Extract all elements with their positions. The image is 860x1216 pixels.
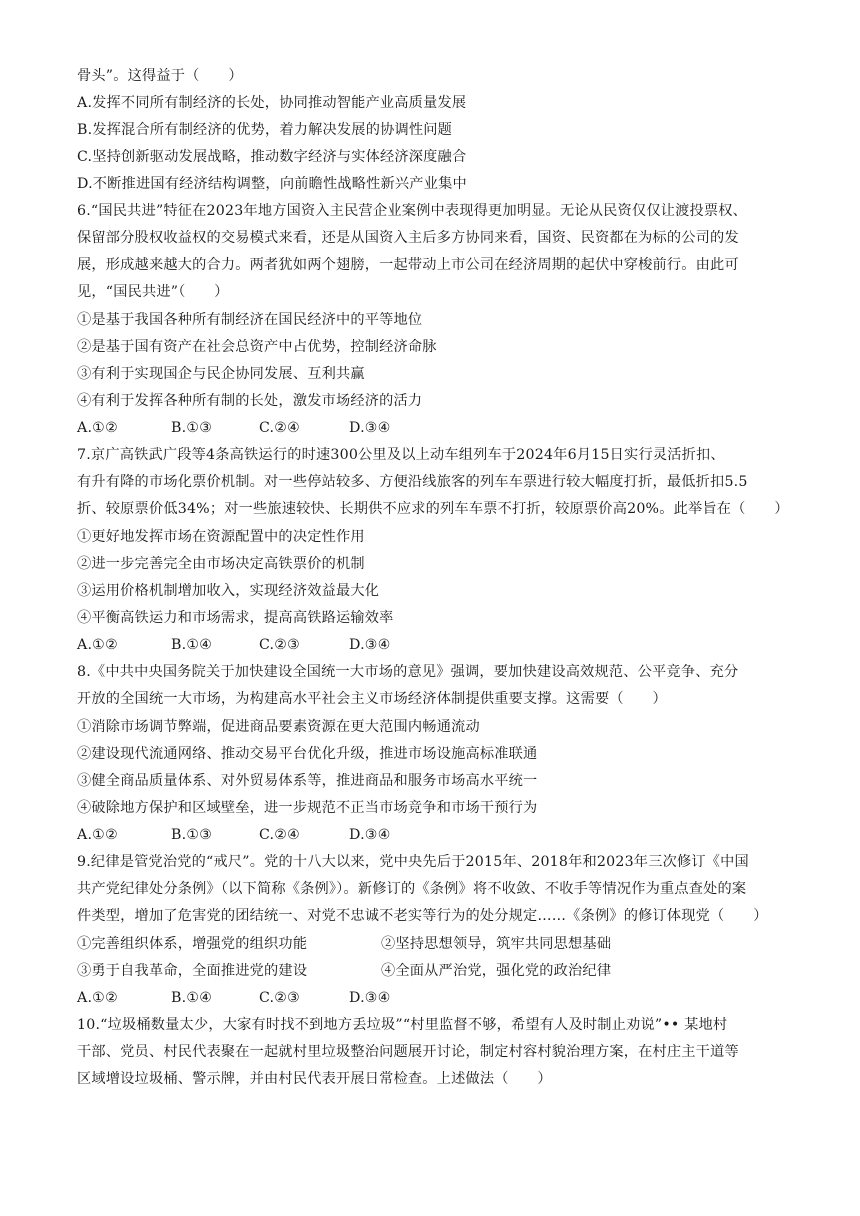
q6-stem-line-1: 6.“国民共进”特征在2023年地方国资入主民营企业案例中表现得更加明显。无论从民资仅仅让渡投票权、 xyxy=(77,203,748,219)
q5-option-d: D.不断推进国有经济结构调整，向前瞻性战略性新兴产业集中 xyxy=(77,176,467,192)
q6-statement-2: ②是基于国有资产在社会总资产中占优势，控制经济命脉 xyxy=(77,339,437,355)
q9-choice-b: B.①④ xyxy=(171,990,213,1006)
q7-choice-c: C.②③ xyxy=(259,637,301,653)
q6-choice-a: A.①② xyxy=(77,420,118,436)
q9-statement-1: ①完善组织体系，增强党的组织功能 xyxy=(77,936,308,952)
q6-choice-b: B.①③ xyxy=(171,420,213,436)
q5-option-a: A.发挥不同所有制经济的长处，协同推动智能产业高质量发展 xyxy=(77,95,467,111)
q8-statement-1: ①消除市场调节弊端，促进商品要素资源在更大范围内畅通流动 xyxy=(77,719,480,735)
q6-choice-c: C.②④ xyxy=(259,420,301,436)
q7-statement-2: ②进一步完善完全由市场决定高铁票价的机制 xyxy=(77,556,365,572)
q9-stem-line-1: 9.纪律是管党治党的“戒尺”。党的十八大以来，党中央先后于2015年、2018年和2023年三次修订《中国 xyxy=(77,854,749,870)
q6-choice-d: D.③④ xyxy=(349,420,391,436)
q10-stem-line-3: 区域增设垃圾桶、警示牌，并由村民代表开展日常检查。上述做法（ ） xyxy=(77,1071,552,1087)
q6-stem-line-3: 展，形成越来越大的合力。两者犹如两个翅膀，一起带动上市公司在经济周期的起伏中穿梭前行。由此可 xyxy=(77,257,739,273)
q8-stem-line-2: 开放的全国统一大市场，为构建高水平社会主义市场经济体制提供重要支撑。这需要（ ） xyxy=(77,691,667,707)
q6-statement-3: ③有利于实现国企与民企协同发展、互利共赢 xyxy=(77,366,365,382)
q6-stem-line-4: 见，“国民共进”（ ） xyxy=(77,284,229,300)
q9-choice-d: D.③④ xyxy=(349,990,391,1006)
q8-statement-2: ②建设现代流通网络、推动交易平台优化升级，推进市场设施高标准联通 xyxy=(77,746,538,762)
q9-statement-2: ②坚持思想领导，筑牢共同思想基础 xyxy=(381,936,612,952)
q9-stem-line-3: 件类型，增加了危害党的团结统一、对党不忠诚不老实等行为的处分规定……《条例》的修订体现党（ ） xyxy=(77,908,768,924)
q6-stem-line-2: 保留部分股权收益权的交易模式来看，还是从国资入主后多方协同来看，国资、民资都在为标的公司的发 xyxy=(77,230,739,246)
q7-stem-line-3: 折、较原票价低34%；对一些旅速较快、长期供不应求的列车车票不打折，较原票价高20%。此举旨在（ ） xyxy=(77,501,789,517)
q7-choice-b: B.①④ xyxy=(171,637,213,653)
q5-option-c: C.坚持创新驱动发展战略，推动数字经济与实体经济深度融合 xyxy=(77,149,467,165)
q8-statement-3: ③健全商品质量体系、对外贸易体系等，推进商品和服务市场高水平统一 xyxy=(77,773,538,789)
q7-stem-line-1: 7.京广高铁武广段等4条高铁运行的时速300公里及以上动车组列车于2024年6月15日实行灵活折扣、 xyxy=(77,447,725,463)
q8-choice-a: A.①② xyxy=(77,827,118,843)
q8-stem-line-1: 8.《中共中央国务院关于加快建设全国统一大市场的意见》强调，要加快建设高效规范、公平竞争、充分 xyxy=(77,664,739,680)
q9-statement-4: ④全面从严治党，强化党的政治纪律 xyxy=(381,963,612,979)
q8-choice-d: D.③④ xyxy=(349,827,391,843)
q7-statement-3: ③运用价格机制增加收入，实现经济效益最大化 xyxy=(77,583,380,599)
q7-stem-line-2: 有升有降的市场化票价机制。对一些停站较多、方便沿线旅客的列车车票进行较大幅度打折，最低折扣5.5 xyxy=(77,474,748,490)
q10-stem-line-1: 10.“垃圾桶数量太少，大家有时找不到地方丢垃圾”“村里监督不够，希望有人及时制止劝说”•• 某地村 xyxy=(77,1017,728,1033)
q5-stem-end: 骨头”。这得益于（ ） xyxy=(77,68,243,84)
q8-choice-c: C.②④ xyxy=(259,827,301,843)
q10-stem-line-2: 干部、党员、村民代表聚在一起就村里垃圾整治问题展开讨论，制定村容村貌治理方案，在村庄主干道等 xyxy=(77,1044,739,1060)
q9-statements-row-1 xyxy=(77,935,790,953)
q9-choice-c: C.②③ xyxy=(259,990,301,1006)
q9-statement-3: ③勇于自我革命，全面推进党的建设 xyxy=(77,963,308,979)
q5-option-b: B.发挥混合所有制经济的优势，着力解决发展的协调性问题 xyxy=(77,122,453,138)
q7-statement-4: ④平衡高铁运力和市场需求，提高高铁路运输效率 xyxy=(77,610,394,626)
q6-statement-1: ①是基于我国各种所有制经济在国民经济中的平等地位 xyxy=(77,312,423,328)
q7-statement-1: ①更好地发挥市场在资源配置中的决定性作用 xyxy=(77,529,365,545)
q7-choice-a: A.①② xyxy=(77,637,118,653)
q9-statements-row-2 xyxy=(77,962,790,980)
q7-choice-d: D.③④ xyxy=(349,637,391,653)
q8-statement-4: ④破除地方保护和区域壁垒，进一步规范不正当市场竞争和市场干预行为 xyxy=(77,800,538,816)
q6-statement-4: ④有利于发挥各种所有制的长处，激发市场经济的活力 xyxy=(77,393,423,409)
q9-stem-line-2: 共产党纪律处分条例》（以下简称《条例》）。新修订的《条例》将不收敛、不收手等情况作为重点查处的案 xyxy=(77,881,747,897)
q8-choice-b: B.①③ xyxy=(171,827,213,843)
q9-choice-a: A.①② xyxy=(77,990,118,1006)
